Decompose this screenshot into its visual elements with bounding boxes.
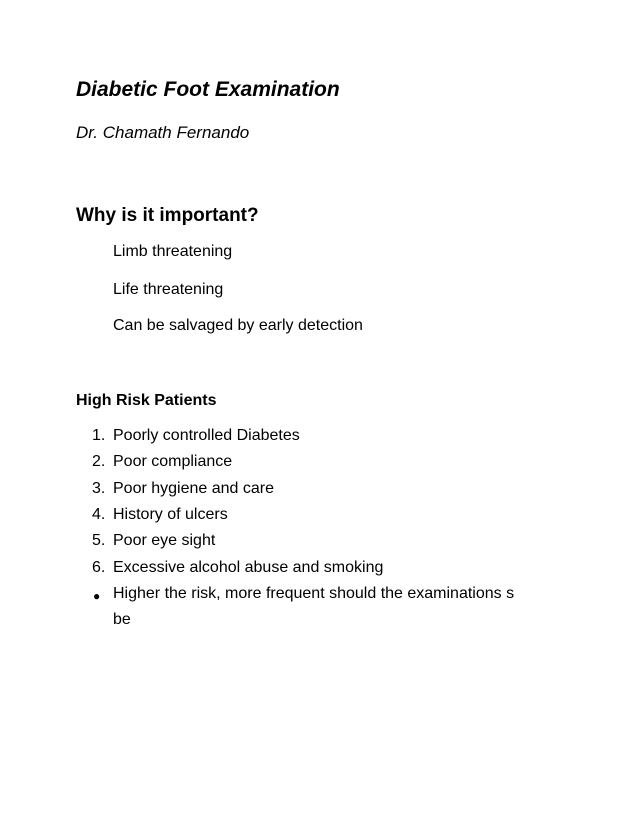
list-item-number: 5. — [92, 532, 106, 549]
document-title: Diabetic Foot Examination — [76, 78, 340, 101]
list-item: Excessive alcohol abuse and smoking — [113, 559, 384, 576]
section-heading-high-risk: High Risk Patients — [76, 392, 217, 409]
list-item: Poor compliance — [113, 453, 233, 470]
bullet-item-line: be — [113, 611, 131, 628]
why-item: Can be salvaged by early detection — [113, 317, 363, 334]
list-item-number: 4. — [92, 506, 106, 523]
list-item: History of ulcers — [113, 506, 228, 523]
bullet-icon: ● — [93, 589, 101, 603]
why-item: Life threatening — [113, 281, 224, 298]
document-author: Dr. Chamath Fernando — [76, 123, 250, 142]
why-item: Limb threatening — [113, 243, 233, 260]
bullet-item-line: Higher the risk, more frequent should the examinations s — [113, 585, 515, 602]
section-heading-why-important: Why is it important? — [76, 205, 259, 226]
list-item-number: 1. — [92, 427, 106, 444]
list-item-number: 3. — [92, 480, 106, 497]
list-item: Poorly controlled Diabetes — [113, 427, 300, 444]
list-item-number: 2. — [92, 453, 106, 470]
list-item: Poor eye sight — [113, 532, 216, 549]
list-item: Poor hygiene and care — [113, 480, 274, 497]
list-item-number: 6. — [92, 559, 106, 576]
